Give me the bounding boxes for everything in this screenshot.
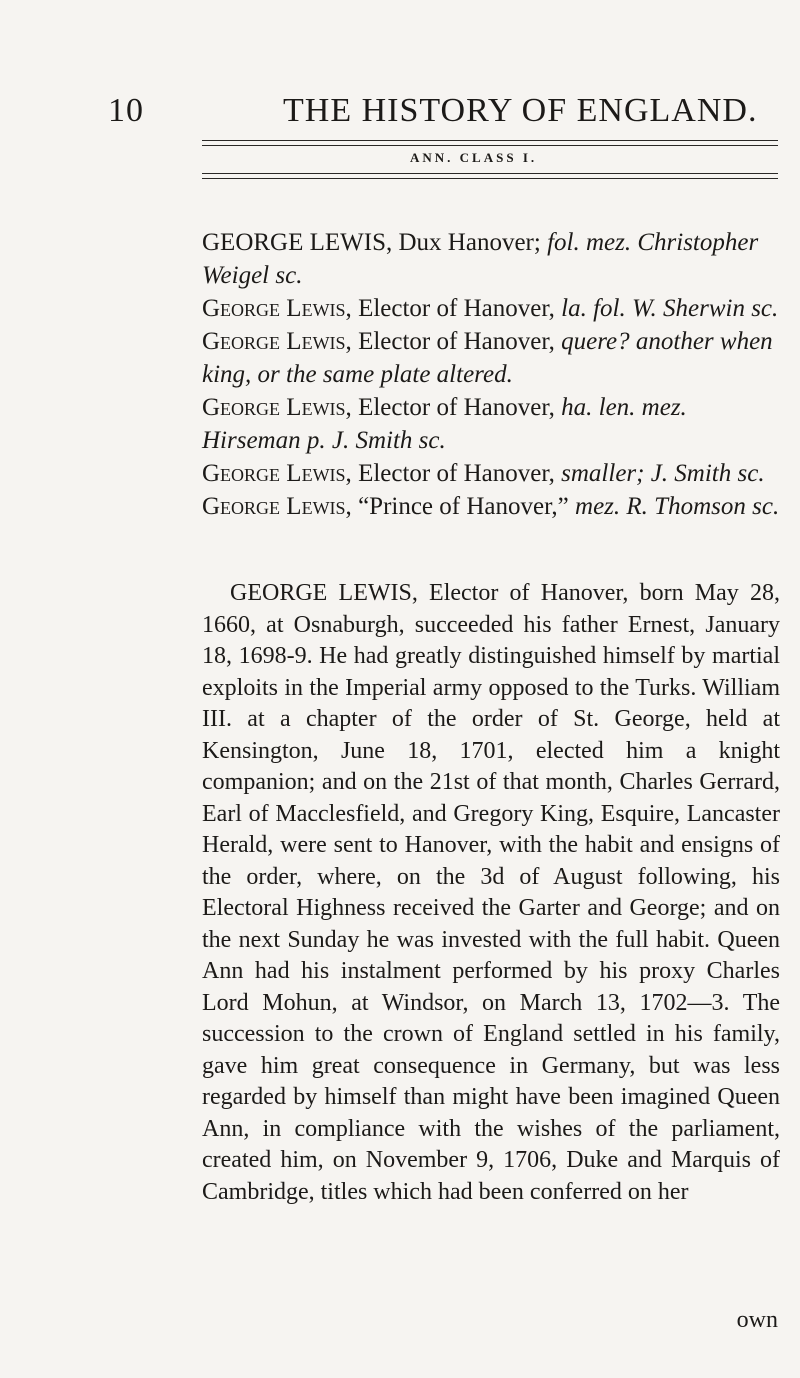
portrait-entry: [202, 292, 780, 325]
top-rule-thin: [202, 145, 778, 146]
entry-details: smaller; J. Smith sc.: [561, 460, 765, 487]
portrait-entries: [202, 226, 780, 523]
entry-description: “Prince of Hanover,”: [351, 493, 576, 520]
entry-details: la. fol. W. Sherwin sc.: [561, 295, 779, 322]
entry-details: mez. R. Thomson sc.: [575, 493, 780, 520]
entry-name: George Lewis,: [202, 328, 352, 355]
bottom-rule-thick: [202, 178, 778, 179]
page-number: 10: [108, 92, 144, 129]
page-header: [0, 92, 800, 132]
entry-description: Elector of Hanover,: [351, 295, 562, 322]
top-rule-thick: [202, 140, 778, 141]
bottom-rule-thin: [202, 173, 778, 174]
entry-description: Elector of Hanover,: [351, 460, 562, 487]
biography-text: [202, 578, 780, 1208]
entry-name: George Lewis,: [202, 460, 352, 487]
catchword: own: [736, 1307, 778, 1333]
entry-name: George Lewis,: [202, 394, 352, 421]
portrait-entry: [202, 490, 780, 523]
entry-name: George Lewis,: [202, 493, 352, 520]
entry-description: Dux Hanover;: [392, 229, 548, 256]
entry-name: George Lewis,: [202, 295, 352, 322]
entry-details: quere? another when king, or the same plate altered.: [202, 328, 773, 388]
entry-name: GEORGE LEWIS,: [202, 229, 393, 256]
portrait-entry: [202, 457, 780, 490]
entry-description: Elector of Hanover,: [351, 328, 562, 355]
entry-description: Elector of Hanover,: [351, 394, 562, 421]
biography-paragraph: GEORGE LEWIS, Elector of Hanover, born May 28, 1660, at Osnaburgh, succeeded his father Ernest, January 18, 1698-9. He had greatly distinguished himself by martial exploits in the Imperial army opposed to the Turks. William III. at a chapter of the order of St. George, held at Kensington, June 18, 1701, elected him a knight companion; and on the 21st of that month, Charles Gerrard, Earl of Macclesfield, and Gregory King, Esquire, Lancaster Herald, were sent to Hanover, with the habit and ensigns of the order, where, on the 3d of August following, his Electoral Highness received the Garter and George; and on the next Sunday he was invested with the full habit. Queen Ann had his instalment performed by his proxy Charles Lord Mohun, at Windsor, on March 13, 1702—3. The succession to the crown of England settled in his family, gave him great consequence in Germany, but was less regarded by himself than might have been imagined Queen Ann, in compliance with the wishes of the parliament, created him, on November 9, 1706, Duke and Marquis of Cambridge, titles which had been conferred on her: [202, 580, 780, 1205]
section-label: ANN. CLASS I.: [410, 150, 538, 165]
portrait-entry: [202, 226, 780, 292]
portrait-entry: [202, 325, 780, 391]
portrait-entry: [202, 391, 780, 457]
entry-details: fol. mez. Christopher Weigel sc.: [202, 229, 759, 289]
running-head: THE HISTORY OF ENGLAND.: [283, 92, 758, 129]
entry-details: ha. len. mez. Hirseman p. J. Smith sc.: [202, 394, 687, 454]
